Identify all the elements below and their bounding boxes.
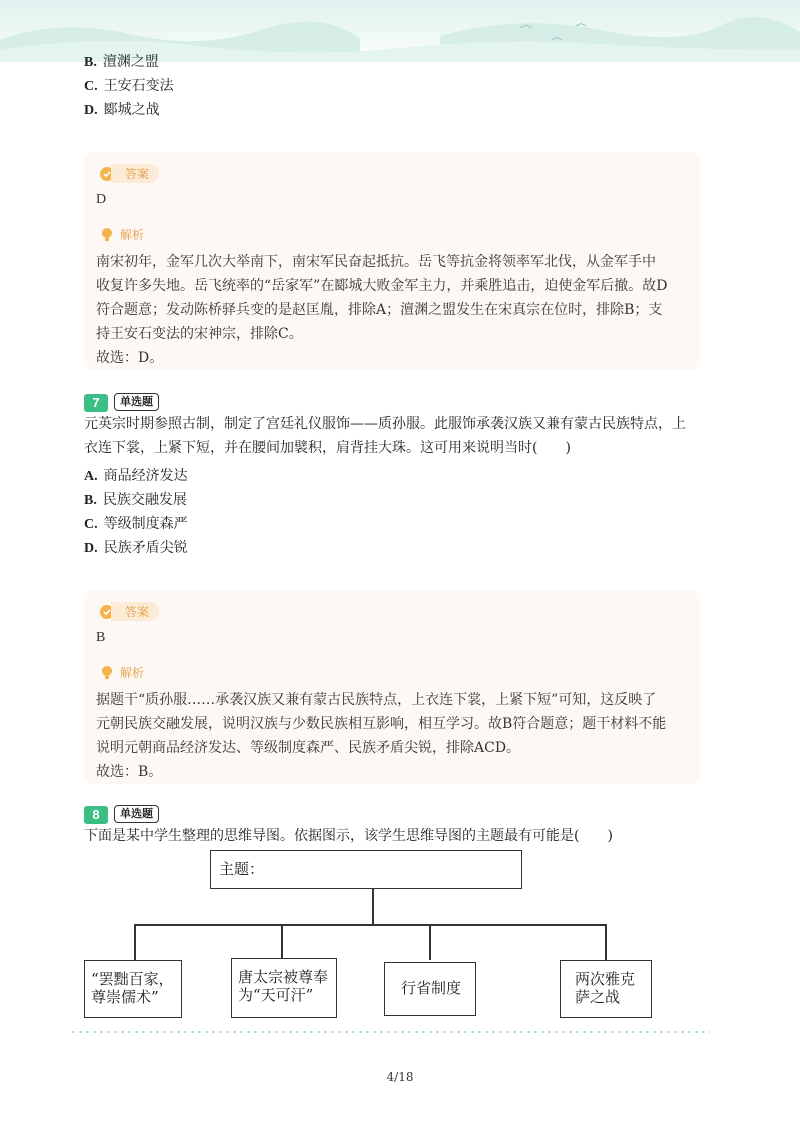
lightbulb-icon bbox=[100, 227, 114, 243]
analysis-line: 南宋初年，金军几次大举南下，南宋军民奋起抵抗。岳飞等抗金将领率军北伐，从金军手中 bbox=[96, 254, 656, 270]
stem-line: 元英宗时期参照古制，制定了宫廷礼仪服饰——质孙服。此服饰承袭汉族又兼有蒙古民族特点，上 bbox=[84, 416, 686, 432]
analysis-tag bbox=[100, 226, 144, 243]
analysis-line: 符合题意；发动陈桥驿兵变的是赵匡胤，排除A；澶渊之盟发生在宋真宗在位时，排除B；支 bbox=[96, 302, 663, 318]
mindmap-child-box bbox=[560, 960, 652, 1018]
child-line: 两次雅克 bbox=[575, 970, 636, 988]
mindmap-child-box bbox=[231, 958, 337, 1018]
child-line: 唐太宗被尊奉 bbox=[238, 968, 329, 986]
option-text: 民族矛盾尖锐 bbox=[103, 540, 188, 556]
option-key: C. bbox=[84, 517, 98, 532]
option-c[interactable] bbox=[84, 514, 188, 535]
question-stem bbox=[84, 412, 714, 460]
child-line: “罢黜百家， bbox=[91, 970, 174, 988]
answer-tag bbox=[100, 602, 159, 621]
question-type-badge: 单选题 bbox=[114, 393, 159, 411]
analysis-label: 解析 bbox=[120, 228, 145, 242]
mindmap-root-label: 主题： bbox=[219, 860, 265, 878]
analysis-line: 故选：D。 bbox=[96, 350, 164, 366]
analysis-text bbox=[96, 250, 696, 370]
option-b[interactable] bbox=[84, 52, 159, 73]
mindmap-child-box bbox=[384, 962, 476, 1016]
answer-label: 答案 bbox=[111, 164, 159, 183]
answer-tag bbox=[100, 164, 159, 183]
option-text: 商品经济发达 bbox=[103, 468, 188, 484]
answer-label: 答案 bbox=[111, 602, 159, 621]
child-line: 行省制度 bbox=[401, 979, 462, 997]
option-b[interactable] bbox=[84, 490, 187, 511]
analysis-label: 解析 bbox=[120, 666, 145, 680]
analysis-text bbox=[96, 688, 696, 784]
option-a[interactable] bbox=[84, 466, 188, 487]
option-d[interactable] bbox=[84, 538, 188, 559]
question-number: 7 bbox=[84, 394, 108, 412]
connector-line bbox=[281, 924, 283, 960]
mindmap-child-box bbox=[84, 960, 182, 1018]
option-key: B. bbox=[84, 55, 97, 70]
option-text: 等级制度森严 bbox=[103, 516, 188, 532]
option-key: B. bbox=[84, 493, 97, 508]
answer-card-q6 bbox=[84, 152, 700, 370]
stem-line: 衣连下裳，上紧下短，并在腰间加襞积，肩背挂大珠。这可用来说明当时( ) bbox=[84, 440, 571, 456]
answer-card-q7 bbox=[84, 590, 700, 784]
answer-value: B bbox=[96, 630, 106, 645]
connector-line bbox=[372, 888, 374, 924]
question-number: 8 bbox=[84, 806, 108, 824]
analysis-line: 收复许多失地。岳飞统率的“岳家军”在郾城大败金军主力，并乘胜追击，迫使金军后撤。故D bbox=[96, 278, 668, 294]
connector-line bbox=[134, 924, 136, 960]
option-text: 郾城之战 bbox=[103, 102, 160, 118]
child-line: 为“天可汗” bbox=[238, 986, 314, 1004]
option-text: 民族交融发展 bbox=[102, 492, 187, 508]
lightbulb-icon bbox=[100, 665, 114, 681]
child-line: 萨之战 bbox=[575, 988, 621, 1006]
option-key: C. bbox=[84, 79, 98, 94]
page-number: 4/18 bbox=[386, 1070, 414, 1084]
option-d[interactable] bbox=[84, 100, 160, 121]
question-stem: 下面是某中学生整理的思维导图。依据图示，该学生思维导图的主题最有可能是( ) bbox=[84, 828, 613, 844]
dotted-divider bbox=[70, 1031, 710, 1033]
connector-line bbox=[134, 924, 606, 926]
option-text: 王安石变法 bbox=[103, 78, 174, 94]
child-line: 尊崇儒术” bbox=[91, 988, 159, 1006]
analysis-line: 据题干“质孙服……承袭汉族又兼有蒙古民族特点，上衣连下裳，上紧下短”可知，这反映了 bbox=[96, 692, 657, 708]
option-key: D. bbox=[84, 541, 98, 556]
connector-line bbox=[429, 924, 431, 960]
mindmap-root-box bbox=[210, 850, 522, 889]
option-key: D. bbox=[84, 103, 98, 118]
analysis-line: 元朝民族交融发展，说明汉族与少数民族相互影响，相互学习。故B符合题意；题干材料不能 bbox=[96, 716, 667, 732]
answer-value: D bbox=[96, 192, 107, 207]
analysis-line: 说明元朝商品经济发达、等级制度森严、民族矛盾尖锐，排除ACD。 bbox=[96, 740, 521, 756]
analysis-line: 持王安石变法的宋神宗，排除C。 bbox=[96, 326, 303, 342]
analysis-line: 故选：B。 bbox=[96, 764, 163, 780]
option-c[interactable] bbox=[84, 76, 174, 97]
option-key: A. bbox=[84, 469, 98, 484]
option-text: 澶渊之盟 bbox=[102, 54, 159, 70]
connector-line bbox=[605, 924, 607, 960]
question-type-badge: 单选题 bbox=[114, 805, 159, 823]
analysis-tag bbox=[100, 664, 144, 681]
